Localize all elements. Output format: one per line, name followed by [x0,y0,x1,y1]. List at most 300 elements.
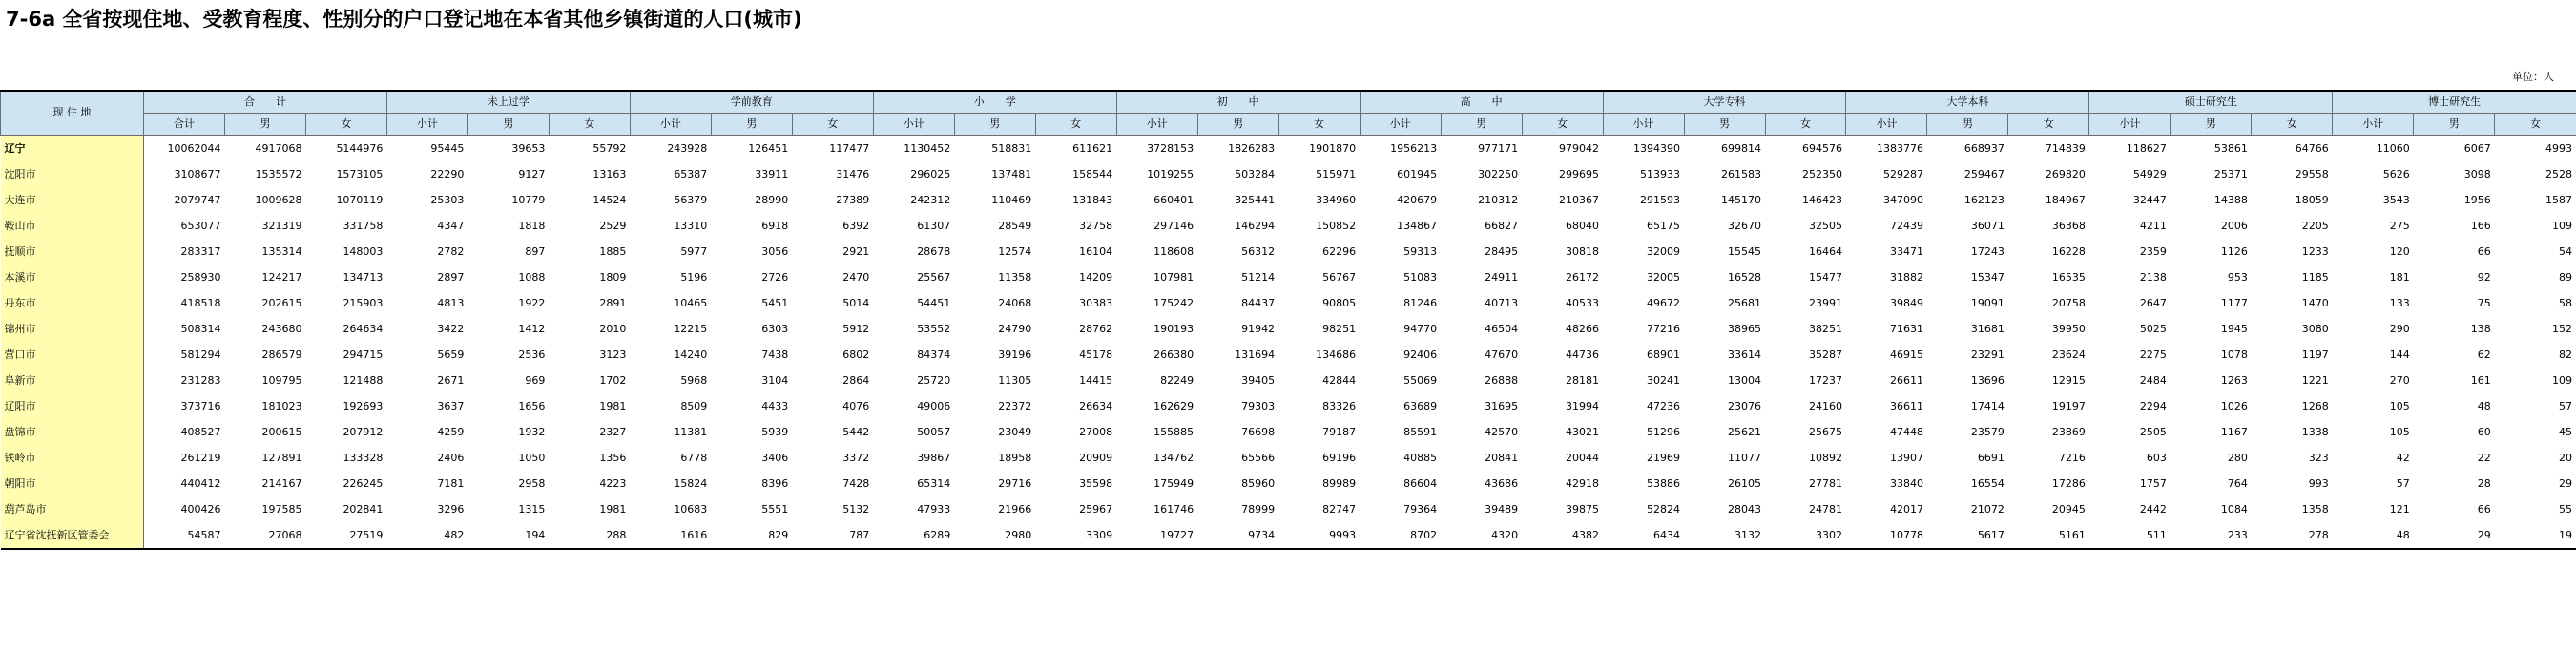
table-cell: 4917068 [255,141,302,155]
table-cell: 47448 [1889,425,1923,438]
table-cell: 15477 [1808,270,1842,284]
table-cell: 3098 [2463,167,2491,180]
table-cell: 3543 [2382,193,2410,206]
table-cell: 23291 [1970,348,2005,361]
table-cell: 7438 [761,348,789,361]
table-cell: 611621 [1072,141,1113,155]
table-cell: 28 [2477,476,2491,490]
table-cell: 1167 [2220,425,2248,438]
table-row [1,471,2576,496]
table-cell: 7181 [437,476,465,490]
region-name: 锦州市 [1,316,144,342]
table-cell: 11305 [998,373,1032,387]
table-cell: 184967 [2045,193,2086,206]
table-cell: 264634 [343,322,384,335]
table-cell: 94770 [1403,322,1438,335]
table-cell: 109 [2552,373,2572,387]
table-cell: 59313 [1403,244,1438,258]
table-cell: 22290 [430,167,465,180]
table-cell: 33911 [755,167,789,180]
table-cell: 175242 [1153,296,1195,309]
table-cell: 1050 [518,451,546,464]
table-row [1,522,2576,549]
table-cell: 33614 [1728,348,1761,361]
table-cell: 14388 [2213,193,2248,206]
table-cell: 266380 [1153,348,1195,361]
table-cell: 275 [2389,219,2410,232]
table-cell: 1233 [2301,244,2329,258]
region-name: 葫芦岛市 [1,496,144,522]
table-cell: 5968 [680,373,708,387]
table-cell: 2505 [2139,425,2167,438]
table-cell: 75 [2477,296,2491,309]
unit-label: 单位：人 [2512,71,2554,83]
table-cell: 953 [2227,270,2248,284]
table-cell: 288 [549,522,630,549]
table-cell: 28678 [917,244,951,258]
table-cell: 118608 [1153,244,1195,258]
table-cell: 127891 [261,451,302,464]
table-cell: 55069 [1403,373,1438,387]
table-cell: 158544 [1072,167,1113,180]
table-cell: 134713 [343,270,384,284]
table-cell: 161746 [1153,502,1195,516]
table-cell: 226245 [343,476,384,490]
table-cell: 46915 [1889,348,1923,361]
table-cell: 126451 [748,141,789,155]
table-cell: 283317 [180,244,221,258]
table-cell: 28549 [998,219,1032,232]
table-cell: 18958 [998,451,1032,464]
table-cell: 43686 [1485,476,1519,490]
table-cell: 1130452 [904,141,951,155]
table-cell: 39950 [2051,322,2086,335]
table-cell: 400426 [180,502,221,516]
table-cell: 5161 [2008,522,2089,549]
table-cell: 1702 [599,373,627,387]
table-cell: 72439 [1889,219,1923,232]
table-cell: 23076 [1728,399,1761,412]
sub-header: 小计 [630,113,711,135]
table-cell: 24790 [998,322,1032,335]
table-cell: 5626 [2382,167,2410,180]
sub-header: 女 [1278,113,1360,135]
table-cell: 45178 [1079,348,1113,361]
table-cell: 261219 [180,451,221,464]
table-cell: 25675 [1808,425,1842,438]
table-cell: 1126 [2220,244,2248,258]
table-cell: 1956213 [1390,141,1438,155]
table-cell: 5939 [761,425,789,438]
table-cell: 1026 [2220,399,2248,412]
table-cell: 68901 [1647,348,1681,361]
table-cell: 2726 [761,270,789,284]
table-cell: 2864 [842,373,870,387]
table-cell: 408527 [180,425,221,438]
table-cell: 2327 [599,425,627,438]
sub-header: 男 [224,113,305,135]
table-cell: 231283 [180,373,221,387]
table-cell: 51083 [1403,270,1438,284]
table-cell: 105 [2389,399,2410,412]
table-cell: 242312 [910,193,951,206]
table-cell: 10062044 [167,141,221,155]
table-row [1,264,2576,290]
table-cell: 23624 [2051,348,2086,361]
table-cell: 16104 [1079,244,1113,258]
table-cell: 17414 [1970,399,2005,412]
table-row [1,213,2576,239]
table-cell: 133 [2389,296,2410,309]
table-cell: 529287 [1882,167,1923,180]
table-cell: 39405 [1241,373,1276,387]
table-cell: 40533 [1566,296,1600,309]
table-cell: 181023 [261,399,302,412]
group-header: 硕士研究生 [2089,91,2333,113]
table-cell: 4813 [437,296,465,309]
table-cell: 31476 [836,167,870,180]
table-cell: 19091 [1970,296,2005,309]
table-cell: 161 [2470,373,2491,387]
table-cell: 1757 [2139,476,2167,490]
table-cell: 84374 [917,348,951,361]
table-cell: 5617 [1927,522,2008,549]
table-cell: 518831 [991,141,1032,155]
table-cell: 1616 [630,522,711,549]
table-cell: 1383776 [1876,141,1923,155]
table-cell: 5196 [680,270,708,284]
table-cell: 1356 [599,451,627,464]
table-cell: 30241 [1647,373,1681,387]
table-cell: 3406 [761,451,789,464]
table-cell: 135314 [261,244,302,258]
table-cell: 133328 [343,451,384,464]
table-cell: 131843 [1072,193,1113,206]
table-cell: 138 [2470,322,2491,335]
table-cell: 49006 [917,399,951,412]
table-cell: 6802 [842,348,870,361]
table-cell: 21969 [1647,451,1681,464]
table-cell: 10465 [674,296,708,309]
table-row [1,368,2576,393]
group-header: 大学专科 [1603,91,1846,113]
table-cell: 660401 [1153,193,1195,206]
table-row [1,316,2576,342]
table-cell: 6918 [761,219,789,232]
table-cell: 4382 [1522,522,1603,549]
table-cell: 1185 [2301,270,2329,284]
table-cell: 334960 [1316,193,1357,206]
table-cell: 39849 [1889,296,1923,309]
table-row [1,342,2576,368]
table-cell: 296025 [910,167,951,180]
table-cell: 2484 [2139,373,2167,387]
table-cell: 261583 [1721,167,1761,180]
table-cell: 3309 [1035,522,1116,549]
table-cell: 5659 [437,348,465,361]
table-cell: 81246 [1403,296,1438,309]
group-header: 小 学 [873,91,1116,113]
table-cell: 699814 [1721,141,1761,155]
region-name: 朝阳市 [1,471,144,496]
table-cell: 57 [2396,476,2410,490]
table-cell: 32005 [1647,270,1681,284]
table-cell: 1981 [599,399,627,412]
table-cell: 210312 [1478,193,1519,206]
region-name: 铁岭市 [1,445,144,471]
table-cell: 25720 [917,373,951,387]
table-cell: 23049 [998,425,1032,438]
table-cell: 79187 [1322,425,1357,438]
table-cell: 71631 [1889,322,1923,335]
table-cell: 1573105 [336,167,384,180]
table-cell: 1945 [2220,322,2248,335]
table-cell: 39875 [1566,502,1600,516]
table-cell: 31994 [1566,399,1600,412]
table-cell: 200615 [261,425,302,438]
table-cell: 1358 [2301,502,2329,516]
group-header: 博士研究生 [2333,91,2576,113]
table-cell: 33471 [1889,244,1923,258]
table-cell: 46504 [1485,322,1519,335]
table-cell: 3728153 [1147,141,1195,155]
table-cell: 162629 [1153,399,1195,412]
table-cell: 1338 [2301,425,2329,438]
table-cell: 69196 [1322,451,1357,464]
table-cell: 8702 [1360,522,1441,549]
table-cell: 39653 [511,141,546,155]
table-cell: 27781 [1808,476,1842,490]
table-cell: 16464 [1808,244,1842,258]
table-cell: 20 [2559,451,2572,464]
table-cell: 25681 [1728,296,1761,309]
table-row [1,419,2576,445]
table-cell: 83326 [1322,399,1357,412]
table-cell: 79364 [1403,502,1438,516]
table-cell: 36368 [2051,219,2086,232]
table-cell: 13696 [1970,373,2005,387]
table-cell: 18059 [2295,193,2329,206]
table-cell: 131694 [1235,348,1276,361]
table-cell: 1263 [2220,373,2248,387]
table-cell: 2921 [842,244,870,258]
table-cell: 85960 [1241,476,1276,490]
table-cell: 6289 [873,522,954,549]
table-cell: 51296 [1647,425,1681,438]
table-cell: 10892 [1808,451,1842,464]
table-cell: 66 [2477,502,2491,516]
table-cell: 17237 [1808,373,1842,387]
table-cell: 52824 [1647,502,1681,516]
table-cell: 1470 [2301,296,2329,309]
table-cell: 90805 [1322,296,1357,309]
table-cell: 286579 [261,348,302,361]
table-cell: 977171 [1478,141,1519,155]
table-cell: 54 [2559,244,2572,258]
table-cell: 202615 [261,296,302,309]
table-cell: 166 [2470,219,2491,232]
table-cell: 78999 [1241,502,1276,516]
table-cell: 61307 [917,219,951,232]
table-cell: 56312 [1241,244,1276,258]
table-cell: 137481 [991,167,1032,180]
region-name: 本溪市 [1,264,144,290]
table-cell: 5442 [842,425,870,438]
sub-header: 男 [711,113,792,135]
table-cell: 4433 [761,399,789,412]
table-cell: 5132 [842,502,870,516]
table-cell: 5451 [761,296,789,309]
table-cell: 56379 [674,193,708,206]
table-cell: 515971 [1316,167,1357,180]
table-cell: 2536 [518,348,546,361]
table-row [1,239,2576,264]
table-cell: 9993 [1278,522,1360,549]
table-row [1,135,2576,161]
region-name: 丹东市 [1,290,144,316]
table-cell: 54929 [2132,167,2167,180]
table-cell: 15824 [674,476,708,490]
table-cell: 26105 [1728,476,1761,490]
table-header [1,91,2576,135]
table-cell: 23579 [1970,425,2005,438]
table-cell: 347090 [1882,193,1923,206]
table-cell: 42570 [1485,425,1519,438]
table-cell: 24781 [1808,502,1842,516]
table-cell: 107981 [1153,270,1195,284]
table-cell: 22372 [998,399,1032,412]
table-cell: 2294 [2139,399,2167,412]
table-cell: 1885 [599,244,627,258]
table-cell: 297146 [1153,219,1195,232]
table-cell: 124217 [261,270,302,284]
table-row [1,445,2576,471]
table-cell: 440412 [180,476,221,490]
table-cell: 331758 [343,219,384,232]
table-cell: 321319 [261,219,302,232]
group-header: 高 中 [1360,91,1603,113]
table-cell: 291593 [1640,193,1681,206]
region-name: 辽阳市 [1,393,144,419]
table-cell: 144 [2389,348,2410,361]
table-cell: 1315 [518,502,546,516]
table-cell: 17286 [2051,476,2086,490]
table-cell: 258930 [180,270,221,284]
table-cell: 55792 [592,141,627,155]
group-header: 初 中 [1116,91,1360,113]
table-cell: 12574 [998,244,1032,258]
table-cell: 10683 [674,502,708,516]
table-cell: 4259 [437,425,465,438]
table-cell: 14524 [592,193,627,206]
table-cell: 3637 [437,399,465,412]
table-cell: 2671 [437,373,465,387]
table-cell: 44736 [1566,348,1600,361]
table-cell: 32670 [1728,219,1761,232]
table-cell: 55 [2559,502,2572,516]
table-cell: 3422 [437,322,465,335]
table-cell: 31695 [1485,399,1519,412]
region-name: 营口市 [1,342,144,368]
table-cell: 26611 [1889,373,1923,387]
table-cell: 68040 [1566,219,1600,232]
table-cell: 603 [2146,451,2167,464]
sub-header: 男 [467,113,549,135]
group-header: 学前教育 [630,91,873,113]
table-cell: 53886 [1647,476,1681,490]
table-cell: 25567 [917,270,951,284]
table-cell: 1826283 [1228,141,1276,155]
table-cell: 42844 [1322,373,1357,387]
table-cell: 2010 [599,322,627,335]
table-cell: 42 [2396,451,2410,464]
table-cell: 20841 [1485,451,1519,464]
table-cell: 2359 [2139,244,2167,258]
table-cell: 482 [386,522,467,549]
table-cell: 601945 [1397,167,1438,180]
table-cell: 28495 [1485,244,1519,258]
table-cell: 16528 [1728,270,1761,284]
table-cell: 8396 [761,476,789,490]
table-cell: 32447 [2132,193,2167,206]
table-cell: 38251 [1808,322,1842,335]
table-cell: 56767 [1322,270,1357,284]
table-cell: 1070119 [336,193,384,206]
table-cell: 22 [2477,451,2491,464]
table-cell: 7216 [2058,451,2086,464]
table-cell: 14209 [1079,270,1113,284]
table-cell: 30818 [1566,244,1600,258]
table-cell: 16228 [2051,244,2086,258]
region-name: 盘锦市 [1,419,144,445]
table-cell: 12915 [2051,373,2086,387]
table-cell: 6778 [680,451,708,464]
table-cell: 979042 [1559,141,1600,155]
table-cell: 2470 [842,270,870,284]
table-cell: 2275 [2139,348,2167,361]
table-cell: 1818 [518,219,546,232]
table-cell: 152 [2552,322,2572,335]
table-cell: 28043 [1728,502,1761,516]
table-cell: 190193 [1153,322,1195,335]
table-cell: 66827 [1485,219,1519,232]
region-name: 辽宁省沈抚新区管委会 [1,522,144,549]
table-cell: 4320 [1441,522,1522,549]
table-cell: 134762 [1153,451,1195,464]
table-row [1,496,2576,522]
table-cell: 39867 [917,451,951,464]
table-cell: 27519 [305,522,386,549]
table-cell: 6691 [1977,451,2005,464]
table-cell: 47933 [917,502,951,516]
table-cell: 373716 [180,399,221,412]
table-cell: 1019255 [1147,167,1195,180]
table-cell: 117477 [829,141,870,155]
table-cell: 3108677 [174,167,221,180]
sub-header: 合计 [143,113,224,135]
table-cell: 145170 [1721,193,1761,206]
table-cell: 1932 [518,425,546,438]
table-cell: 197585 [261,502,302,516]
table-cell: 787 [792,522,873,549]
data-table [0,90,2576,550]
table-cell: 155885 [1153,425,1195,438]
table-cell: 511 [2089,522,2171,549]
group-header: 合 计 [143,91,386,113]
table-cell: 2138 [2139,270,2167,284]
table-cell: 5551 [761,502,789,516]
table-cell: 2980 [954,522,1035,549]
